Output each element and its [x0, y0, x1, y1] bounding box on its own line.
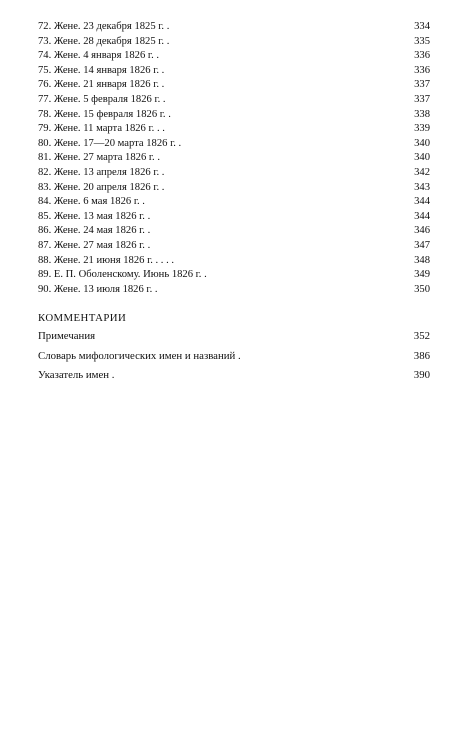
toc-entry-title: 76. Жене. 21 января 1826 г. . — [38, 79, 165, 91]
toc-entry-page: 339 — [414, 123, 430, 135]
commentary-heading: КОММЕНТАРИИ — [38, 312, 127, 325]
toc-entry-page: 337 — [414, 79, 430, 91]
toc-entry-title: 78. Жене. 15 февраля 1826 г. . — [38, 108, 171, 120]
toc-entry — [38, 151, 430, 166]
toc-entry — [38, 347, 430, 367]
toc-entry-page: 344 — [414, 210, 430, 222]
toc-entry — [38, 122, 430, 137]
table-of-contents — [38, 20, 430, 386]
toc-entry — [38, 268, 430, 283]
toc-entry-title: 88. Жене. 21 июня 1826 г. . . . . — [38, 254, 175, 266]
toc-entry-title: 73. Жене. 28 декабря 1825 г. . — [38, 35, 170, 47]
toc-entry-page: 348 — [414, 254, 430, 266]
toc-entry — [38, 108, 430, 123]
toc-entry-title: Словарь мифологических имен и названий . — [38, 349, 241, 362]
toc-entry-page: 336 — [414, 64, 430, 76]
toc-entry — [38, 283, 430, 298]
commentary-list — [38, 327, 430, 386]
toc-entry-page: 336 — [414, 50, 430, 62]
toc-entry-title: 89. Е. П. Оболенскому. Июнь 1826 г. . — [38, 269, 207, 281]
toc-entry-title: 87. Жене. 27 мая 1826 г. . — [38, 239, 151, 251]
toc-entry — [38, 195, 430, 210]
toc-entry — [38, 181, 430, 196]
toc-entry-title: 85. Жене. 13 мая 1826 г. . — [38, 210, 151, 222]
toc-entry-title: Указатель имен . — [38, 369, 115, 382]
toc-entry-title: 86. Жене. 24 мая 1826 г. . — [38, 225, 151, 237]
toc-entry — [38, 327, 430, 347]
toc-entry-title: 74. Жене. 4 января 1826 г. . — [38, 50, 160, 62]
toc-entry-page: 390 — [413, 369, 430, 382]
toc-entry — [38, 137, 430, 152]
toc-entry-page: 343 — [414, 181, 430, 193]
toc-entry — [38, 20, 430, 35]
toc-entry-page: 347 — [414, 239, 430, 251]
toc-entry-page: 340 — [414, 152, 430, 164]
toc-entry-title: 82. Жене. 13 апреля 1826 г. . — [38, 166, 165, 178]
toc-entry-title: 84. Жене. 6 мая 1826 г. . — [38, 196, 145, 208]
toc-entry-page: 349 — [414, 269, 430, 281]
toc-entry-page: 338 — [414, 108, 430, 120]
toc-entry — [38, 35, 430, 50]
toc-entry-title: 80. Жене. 17—20 марта 1826 г. . — [38, 137, 182, 149]
toc-entry — [38, 78, 430, 93]
toc-entry — [38, 254, 430, 269]
toc-entry-title: 75. Жене. 14 января 1826 г. . — [38, 64, 165, 76]
toc-entry — [38, 93, 430, 108]
toc-entry-page: 337 — [414, 93, 430, 105]
toc-entry-page: 346 — [414, 225, 430, 237]
toc-entry-title: 77. Жене. 5 февраля 1826 г. . — [38, 93, 166, 105]
toc-entry — [38, 49, 430, 64]
toc-entry — [38, 210, 430, 225]
toc-entry — [38, 224, 430, 239]
toc-entry-title: 81. Жене. 27 марта 1826 г. . — [38, 152, 160, 164]
toc-entry-page: 340 — [414, 137, 430, 149]
toc-entry-page: 342 — [414, 166, 430, 178]
toc-entry-title: 72. Жене. 23 декабря 1825 г. . — [38, 21, 170, 32]
toc-entry-page: 344 — [414, 196, 430, 208]
toc-entry — [38, 366, 430, 386]
toc-entry-page: 335 — [414, 35, 430, 47]
toc-entry-title: 90. Жене. 13 июля 1826 г. . — [38, 283, 158, 295]
toc-entry-page: 334 — [414, 21, 430, 32]
toc-entry-title: Примечания — [38, 330, 96, 343]
toc-entry — [38, 64, 430, 79]
letters-list — [38, 20, 430, 297]
toc-entry — [38, 239, 430, 254]
toc-entry-page: 350 — [414, 283, 430, 295]
toc-entry-page: 352 — [413, 330, 430, 343]
toc-entry-page: 386 — [413, 349, 430, 362]
toc-entry-title: 83. Жене. 20 апреля 1826 г. . — [38, 181, 165, 193]
toc-entry-title: 79. Жене. 11 марта 1826 г. . . — [38, 123, 165, 135]
toc-entry — [38, 166, 430, 181]
